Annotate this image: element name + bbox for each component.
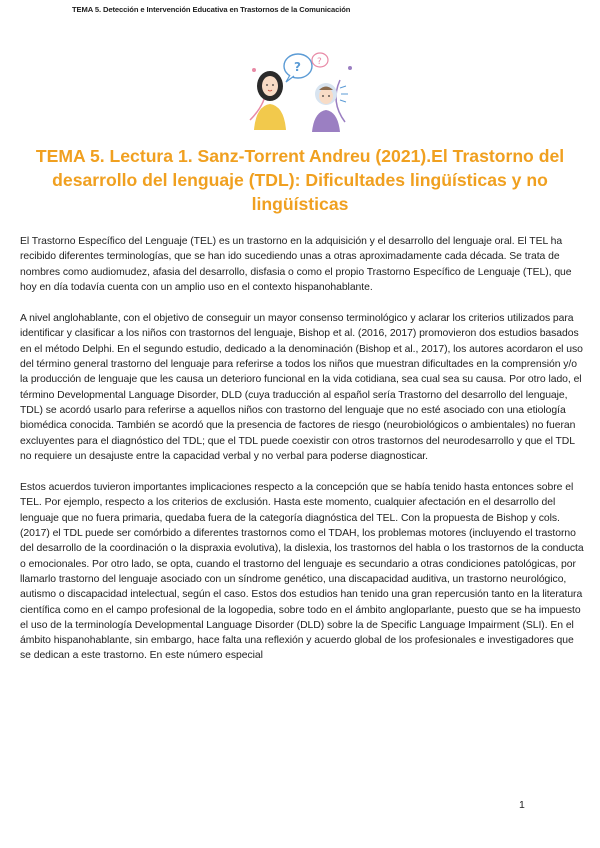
paragraph: Estos acuerdos tuvieron importantes implicaciones respecto a la concepción que se había tenido hasta entonces sobre el TEL. Por ejemplo, respecto a los criterios de exclusión. Hasta este momento, cualquier afectación en el desarrollo del lenguaje que no fuera primaria, quedaba fuera de la categoría diagnóstica del TEL. Con la propuesta de Bishop y cols. (2017) el TDL puede ser comórbido a diferentes trastornos como el TDAH, los problemas motores (incluyendo el trastorno del desarrollo de la coordinación o la dispraxia evolutiva), la dislexia, los trastornos del habla o los trastornos de la conducta o emocionales. Por otro lado, se opta, cuando el trastorno del lenguaje es secundario a otras condiciones patológicas, por llamarlo trastorno del lenguaje asociado con un síndrome genético, una discapacidad auditiva, un trastorno neurológico, autismo o discapacidad intelectual, según el caso. Estos dos estudios han tenido una gran repercusión tanto en la literatura científica como en el campo profesional de la logopedia, sobre todo en el ámbito angloparlante, puesto que se ha impuesto el uso de la terminología Developmental Language Disorder (DLD) sobre la de Specific Language Impairment (SLI). En el ámbito hispanohablante, sin embargo, hace falta una reflexión y acuerdo global de los profesionales e investigadores que se dedican a este trastorno. En este número especial xyxy=(20,482,584,662)
page-number: 1 xyxy=(519,799,525,811)
svg-text:?: ? xyxy=(294,60,301,74)
svg-text:?: ? xyxy=(317,57,322,67)
body-text xyxy=(20,234,585,680)
paragraph: A nivel anglohablante, con el objetivo de conseguir un mayor consenso terminológico y aclarar los criterios utilizados para identificar y clasificar a los niños con trastornos del lenguaje, Bishop et al. (2016, 2017) promovieron dos estudios basados en el método Delphi. En el segundo estudio, dedicado a la denominación (Bishop et al., 2017), los autores acordaron el uso del término general trastorno del lenguaje para referirse a todos los niños que muestran dificultades en la comprensión y/o la producción de lenguaje que les causa un deterioro funcional en la vida cotidiana, sea cual sea su causa. Por otro lado, el término Developmental Language Disorder, DLD (cuya traducción al español sería Trastorno del desarrollo del lenguaje, TDL) se acordó usarlo para referirse a aquellos niños con trastorno del lenguaje que no esté asociado con una etiología biomédica conocida. También se acordó que la presencia de factores de riesgo (neurobiológicos o ambientales) no fueran excluyentes para el diagnóstico del TDL; que el TDL puede coexistir con otros trastornos del neurodesarrollo y que el TDL no requiere un desajuste entre la capacidad verbal y no verbal para poderse diagnosticar. xyxy=(20,313,583,462)
paragraph: El Trastorno Específico del Lenguaje (TEL) es un trastorno en la adquisición y el desarrollo del lenguaje oral. El TEL ha recibido diferentes terminologías, que se han ido sucediendo unas a otras aproximadamente cada década. Se trata de nombres como audiomudez, afasia del desarrollo, disfasia o como el propio Trastorno Específico de Lenguaje (TEL), que hoy en día todavía cuenta con un amplio uso en el contexto hispanohablante. xyxy=(20,236,572,293)
document-title: TEMA 5. Lectura 1. Sanz-Torrent Andreu (2021).El Trastorno del desarrollo del lenguaje (TDL): Dificultades lingüísticas y no lingüísticas xyxy=(35,146,565,214)
running-header: TEMA 5. Detección e Intervención Educativa en Trastornos de la Comunicación xyxy=(72,5,351,14)
speech-illustration-icon xyxy=(240,40,362,136)
